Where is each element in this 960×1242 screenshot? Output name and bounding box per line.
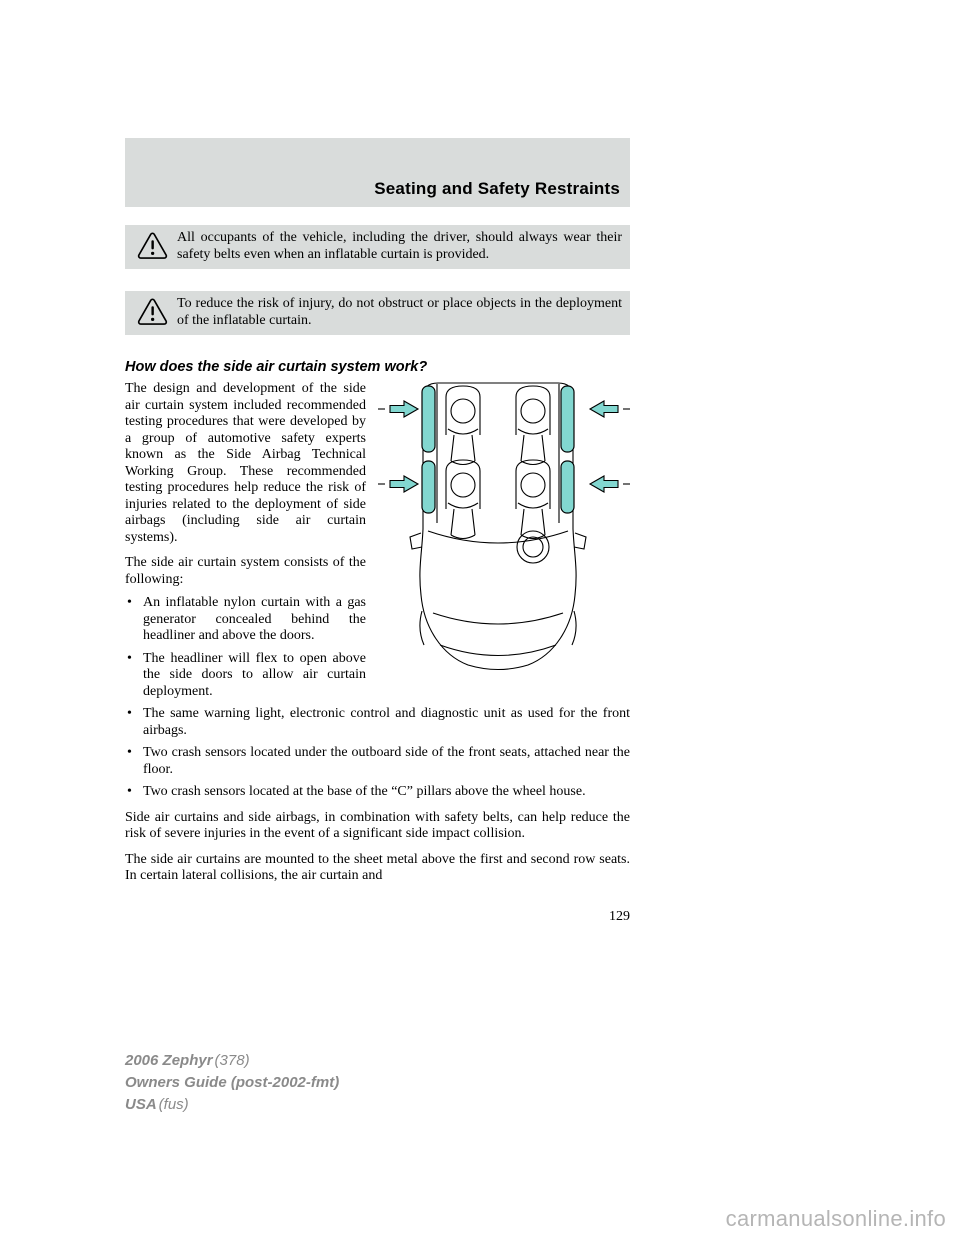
warning-triangle-icon <box>133 230 177 263</box>
chapter-title: Seating and Safety Restraints <box>374 179 620 198</box>
safety-warning-box-1 <box>125 225 630 269</box>
warning-text-1: All occupants of the vehicle, including the driver, should always wear their safety belts even when an inflatable curtain is provided. <box>177 230 622 262</box>
right-mirror <box>574 533 586 549</box>
body-paragraph-2: The side air curtain system consists of the following: <box>125 555 366 587</box>
safety-warning-box-2 <box>125 291 630 335</box>
warning-text-2: To reduce the risk of injury, do not obstruct or place objects in the deployment of the inflatable curtain. <box>177 296 622 328</box>
body-paragraph-4: The side air curtains are mounted to the sheet metal above the first and second row seats. In certain lateral collisions, the air curtain and <box>125 851 630 883</box>
bullet-list <box>125 595 630 801</box>
footer-line-1: 2006 Zephyr (378) <box>125 1052 250 1069</box>
manual-page <box>125 138 630 925</box>
bullet-item: • The same warning light, electronic control and diagnostic unit as used for the front airbags. <box>125 706 630 739</box>
section-heading: How does the side air curtain system work? <box>125 359 428 375</box>
footer-line-3: USA (fus) <box>125 1096 189 1113</box>
page-number: 129 <box>609 908 630 924</box>
warning-triangle-icon <box>133 296 177 329</box>
steering-wheel-icon <box>517 531 549 563</box>
section-body <box>125 381 630 925</box>
body-paragraph-1: The design and development of the side air curtain system included recommended testing procedures that were developed by a group of automotive safety experts known as the Side Airbag Technical Working Group. These recommended testing procedures help reduce the risk of injuries related to the deployment of side airbags (including side air curtain systems). <box>125 381 366 545</box>
bullet-item: • Two crash sensors located at the base of the “C” pillars above the wheel house. <box>125 784 630 801</box>
bullet-item: • An inflatable nylon curtain with a gas generator concealed behind the headliner and above the doors. <box>125 595 630 645</box>
site-watermark: carmanualsonline.info <box>725 1206 946 1231</box>
windshield-line <box>428 531 568 543</box>
bullet-item: • The headliner will flex to open above the side doors to allow air curtain deployment. <box>125 651 630 701</box>
body-paragraph-3: Side air curtains and side airbags, in combination with safety belts, can help reduce the risk of severe injuries in the event of a significant side impact collision. <box>125 809 630 841</box>
curtain-airbag-bars <box>422 386 574 513</box>
impact-arrow-icons <box>378 401 630 492</box>
footer-line-2: Owners Guide (post-2002-fmt) <box>125 1074 340 1091</box>
left-mirror <box>410 533 422 549</box>
chapter-header-bar <box>125 138 630 207</box>
publication-footer <box>125 1050 339 1116</box>
bullet-item: • Two crash sensors located under the outboard side of the front seats, attached near the floor. <box>125 745 630 778</box>
